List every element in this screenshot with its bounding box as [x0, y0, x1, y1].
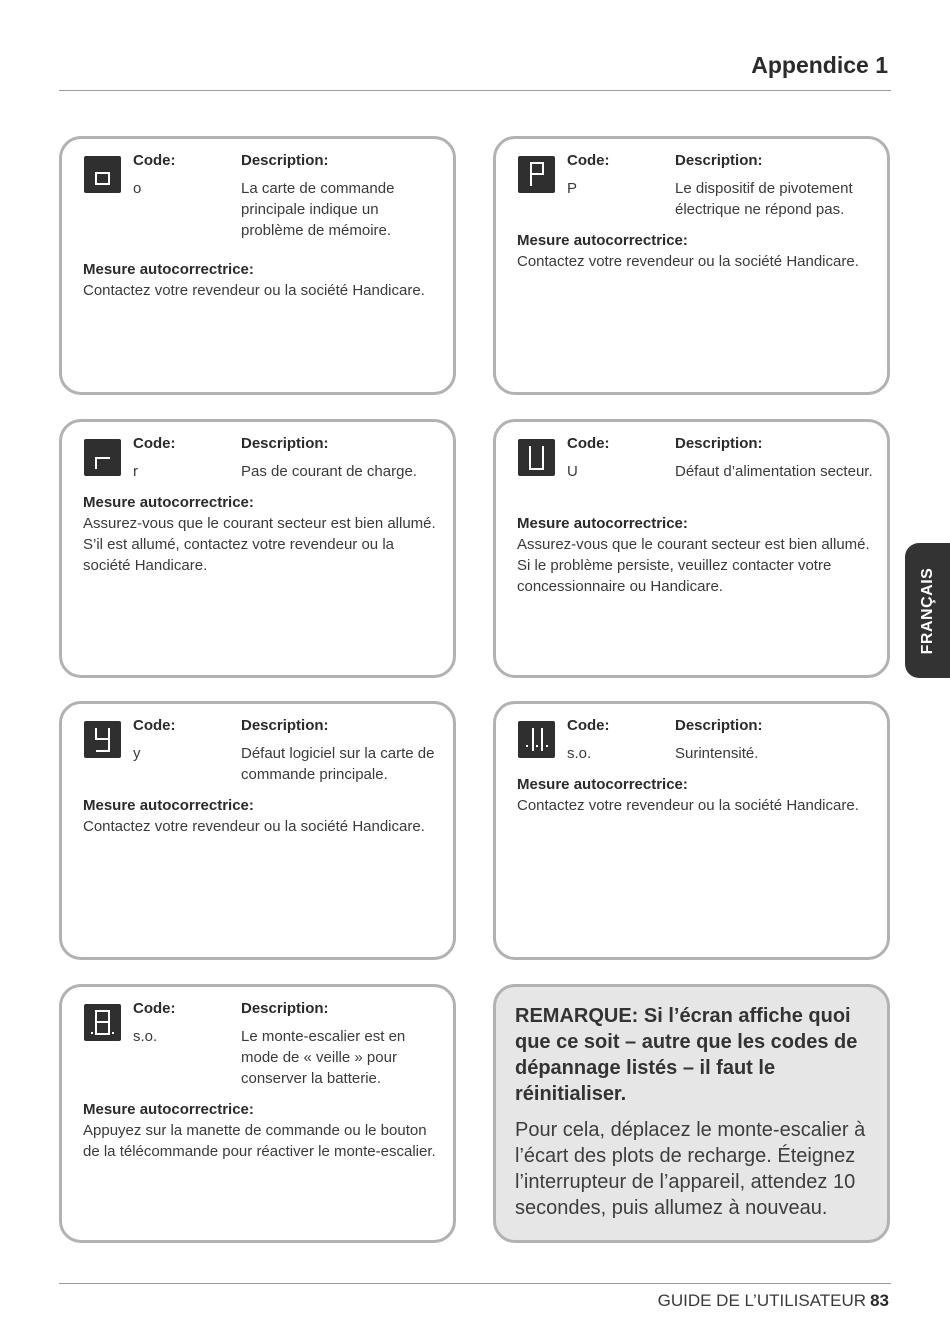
- fix-block: [83, 492, 445, 576]
- description-value: Le dispositif de pivotement électrique ne répond pas.: [675, 180, 853, 218]
- code-value: y: [133, 745, 141, 762]
- fix-block: [83, 259, 445, 301]
- display-overcurrent-icon: [518, 721, 555, 758]
- code-label: Code:: [567, 717, 610, 734]
- footer-guide-title: GUIDE DE L’UTILISATEUR: [657, 1291, 867, 1310]
- fix-text: Contactez votre revendeur ou la société Handicare.: [517, 797, 859, 814]
- page-footer: [658, 1291, 889, 1311]
- description-label: Description:: [675, 435, 763, 452]
- code-label: Code:: [567, 152, 610, 169]
- footer-rule: [59, 1283, 891, 1284]
- language-tab: [905, 543, 950, 678]
- description-label: Description:: [675, 152, 763, 169]
- fix-text: Contactez votre revendeur ou la société Handicare.: [83, 818, 425, 835]
- fix-label: Mesure autocorrectrice:: [83, 797, 254, 814]
- code-label: Code:: [133, 1000, 176, 1017]
- fix-text: Contactez votre revendeur ou la société Handicare.: [83, 282, 425, 299]
- reset-note: [493, 984, 890, 1243]
- fix-block: [517, 230, 879, 272]
- code-value: r: [133, 463, 138, 480]
- code-label: Code:: [133, 152, 176, 169]
- fix-label: Mesure autocorrectrice:: [83, 1101, 254, 1118]
- error-card-overcurrent: [493, 701, 890, 960]
- fix-text: Assurez-vous que le courant secteur est bien allumé. S’il est allumé, contactez votre revendeur ou la société Handicare.: [83, 515, 436, 574]
- error-card-u: [493, 419, 890, 678]
- display-8-icon: [84, 1004, 121, 1041]
- code-label: Code:: [133, 435, 176, 452]
- error-card-p: [493, 136, 890, 395]
- description-value: Pas de courant de charge.: [241, 463, 417, 480]
- header-rule: [59, 90, 891, 91]
- description-value: La carte de commande principale indique un problème de mémoire.: [241, 180, 395, 239]
- code-label: Code:: [133, 717, 176, 734]
- fix-label: Mesure autocorrectrice:: [517, 232, 688, 249]
- fix-block: [517, 774, 879, 816]
- description-label: Description:: [241, 717, 329, 734]
- code-value: o: [133, 180, 142, 197]
- fix-block: [83, 1099, 445, 1162]
- fix-text: Assurez-vous que le courant secteur est bien allumé. Si le problème persiste, veuillez contacter votre concessionnaire ou Handicare.: [517, 536, 870, 595]
- error-card-r: [59, 419, 456, 678]
- display-o-icon: [84, 156, 121, 193]
- description-label: Description:: [675, 717, 763, 734]
- description-value: Défaut logiciel sur la carte de commande principale.: [241, 745, 435, 783]
- description-label: Description:: [241, 435, 329, 452]
- fix-label: Mesure autocorrectrice:: [517, 776, 688, 793]
- fix-label: Mesure autocorrectrice:: [517, 515, 688, 532]
- page-title: Appendice 1: [751, 52, 888, 78]
- description-label: Description:: [241, 1000, 329, 1017]
- language-tab-label: FRANÇAIS: [918, 567, 936, 654]
- display-y-icon: [84, 721, 121, 758]
- note-body: Pour cela, déplacez le monte-escalier à l’écart des plots de recharge. Éteignez l’interrupteur de l’appareil, attendez 10 secondes, puis allumez à nouveau.: [515, 1119, 866, 1219]
- description-label: Description:: [241, 152, 329, 169]
- display-p-icon: [518, 156, 555, 193]
- display-r-icon: [84, 439, 121, 476]
- error-card-y: [59, 701, 456, 960]
- fix-label: Mesure autocorrectrice:: [83, 261, 254, 278]
- code-value: s.o.: [133, 1028, 158, 1045]
- fix-text: Contactez votre revendeur ou la société Handicare.: [517, 253, 859, 270]
- note-heading: REMARQUE: Si l’écran affiche quoi que ce soit – autre que les codes de dépannage listés – il faut le réinitialiser.: [515, 1005, 858, 1105]
- code-label: Code:: [567, 435, 610, 452]
- description-value: Défaut d’alimentation secteur.: [675, 463, 873, 480]
- code-value: P: [567, 180, 578, 197]
- description-value: Le monte-escalier est en mode de « veille » pour conserver la batterie.: [241, 1028, 406, 1087]
- fix-block: [517, 513, 879, 597]
- page-number: 83: [870, 1291, 889, 1310]
- error-card-o: [59, 136, 456, 395]
- error-card-standby: [59, 984, 456, 1243]
- code-value: U: [567, 463, 578, 480]
- fix-block: [83, 795, 445, 837]
- fix-label: Mesure autocorrectrice:: [83, 494, 254, 511]
- code-value: s.o.: [567, 745, 592, 762]
- description-value: Surintensité.: [675, 745, 759, 762]
- fix-text: Appuyez sur la manette de commande ou le bouton de la télécommande pour réactiver le monte-escalier.: [83, 1122, 436, 1160]
- display-u-icon: [518, 439, 555, 476]
